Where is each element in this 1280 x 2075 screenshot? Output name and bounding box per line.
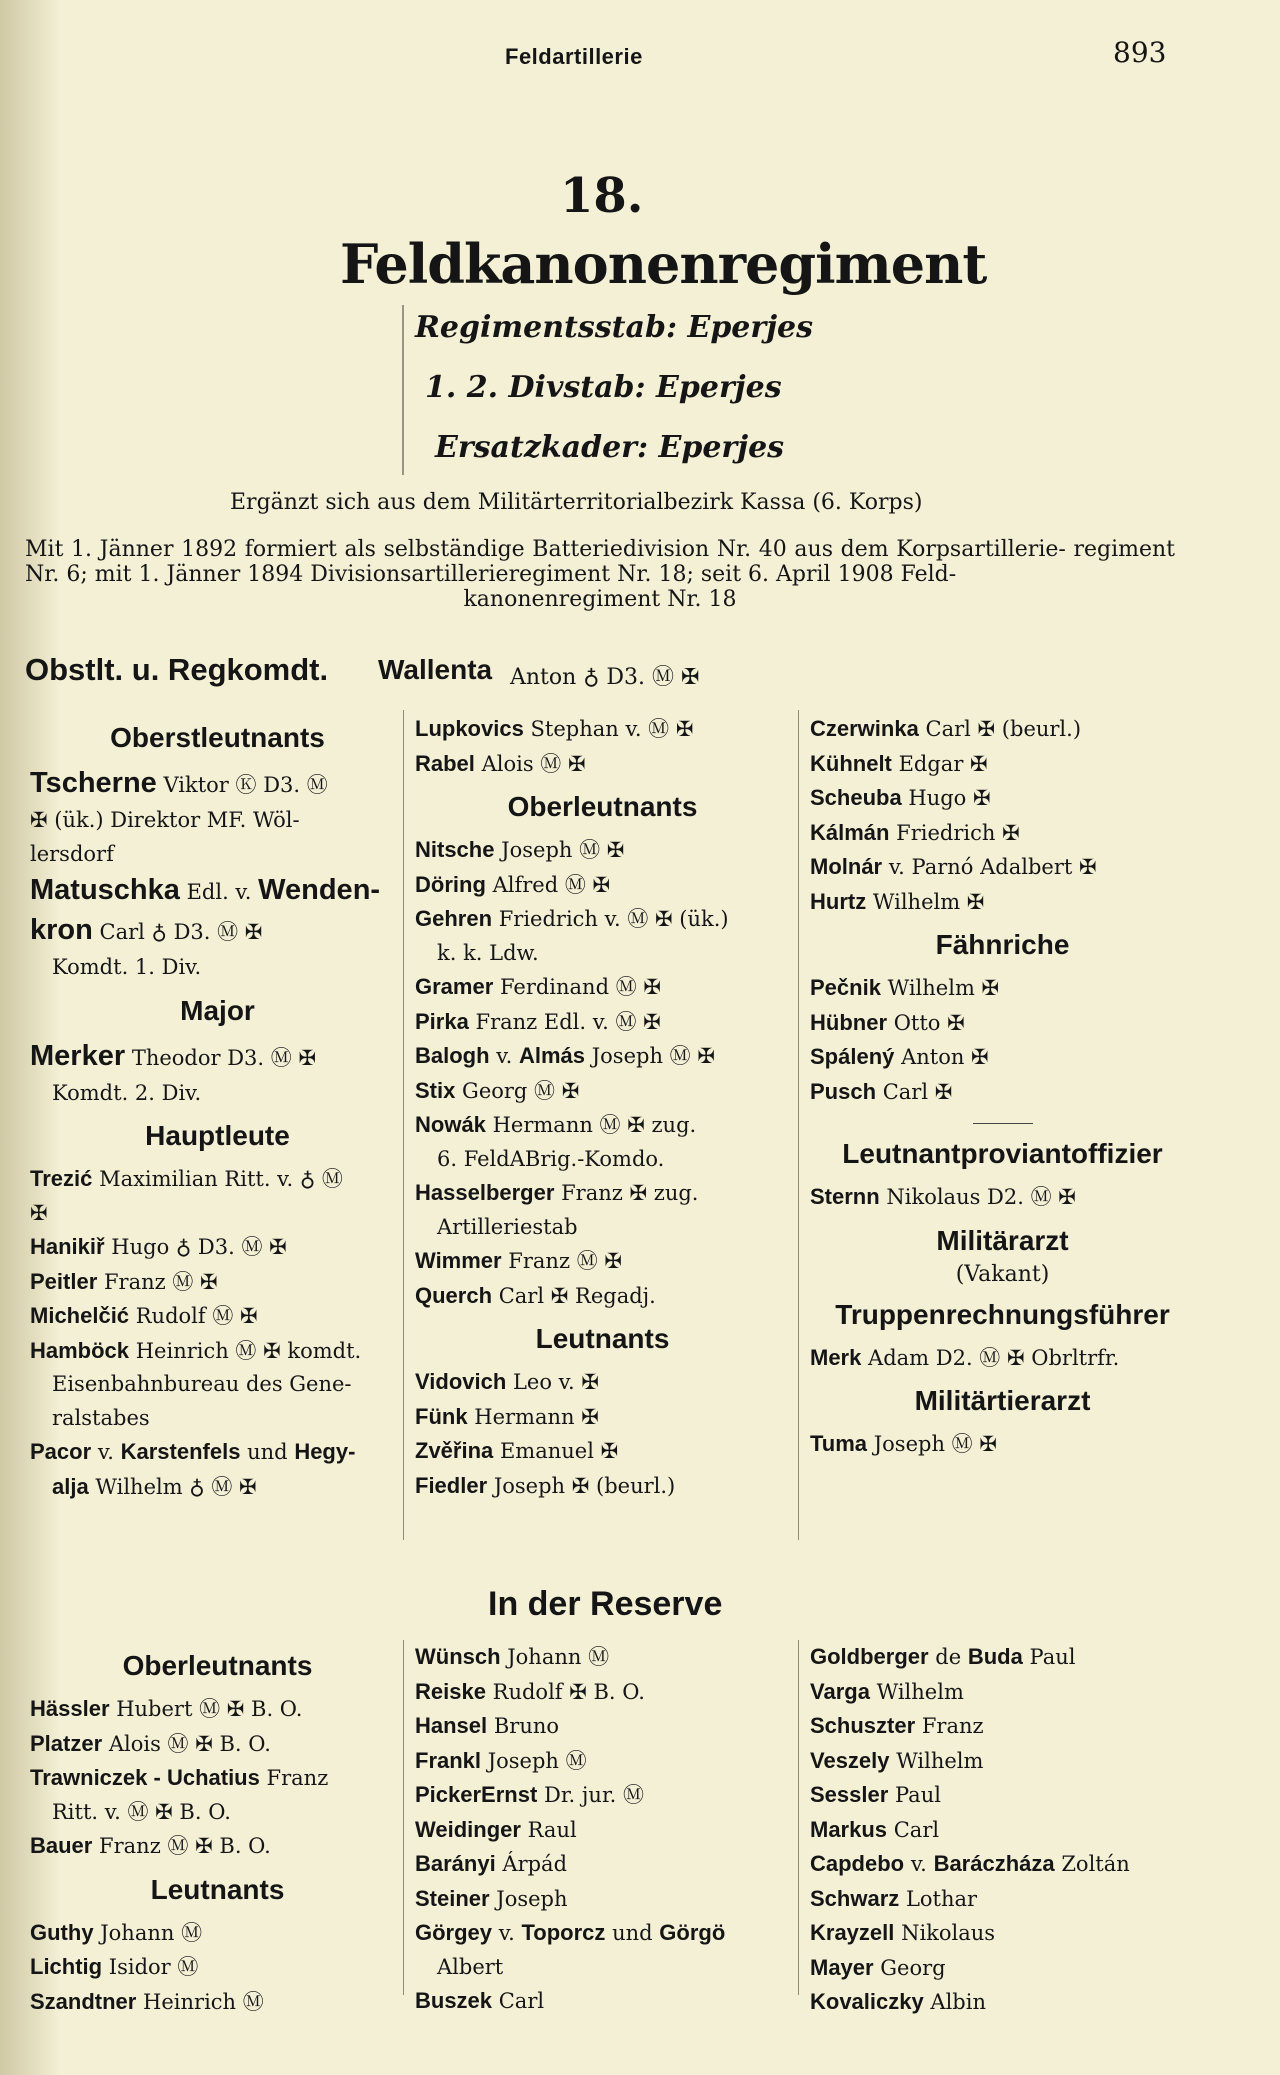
- entry-continuation: Ritt. v. Ⓜ ✠ B. O.: [52, 1799, 231, 1824]
- list-item: Nowák Hermann Ⓜ ✠ zug.: [415, 1112, 697, 1137]
- section-divider: [973, 1123, 1033, 1124]
- running-head: Feldartillerie: [505, 44, 643, 69]
- entry-continuation: Komdt. 2. Div.: [52, 1080, 202, 1105]
- list-item: Hanikiř Hugo ♁ D3. Ⓜ ✠: [30, 1234, 287, 1259]
- list-item: Scheuba Hugo ✠: [810, 785, 991, 810]
- list-item: Schwarz Lothar: [810, 1885, 978, 1911]
- list-item: Michelčić Rudolf Ⓜ ✠: [30, 1303, 258, 1328]
- stab-line: Regimentsstab: Eperjes: [415, 310, 814, 345]
- list-item: Hansel Bruno: [415, 1713, 560, 1738]
- section-heading: Oberleutnants: [122, 1650, 313, 1681]
- entry-continuation: Eisenbahnbureau des Gene-: [52, 1372, 352, 1396]
- list-item: Platzer Alois Ⓜ ✠ B. O.: [30, 1730, 271, 1756]
- list-item: Wünsch Johann Ⓜ: [415, 1644, 610, 1669]
- list-item: Bauer Franz Ⓜ ✠ B. O.: [30, 1833, 271, 1858]
- list-item: Steiner Joseph: [415, 1885, 568, 1911]
- list-item: Pirka Franz Edl. v. Ⓜ ✠: [415, 1008, 661, 1034]
- list-item: Zvěřina Emanuel ✠: [415, 1438, 619, 1463]
- list-item: Guthy Johann Ⓜ: [30, 1919, 203, 1945]
- history-line: regiment Nr. 6; mit 1. Jänner 1894 Divisionsartillerieregiment Nr. 18; seit 6. April 1908 Feld-: [25, 537, 1176, 587]
- reserve-column-1: [30, 1640, 405, 2019]
- section-heading: Oberstleutnants: [110, 722, 325, 753]
- list-item: Nitsche Joseph Ⓜ ✠: [415, 837, 625, 862]
- column-staff-officers: [30, 712, 405, 1504]
- list-item: Merker Theodor D3. Ⓜ ✠: [30, 1039, 317, 1072]
- regiment-history: [25, 537, 1175, 612]
- history-line: Mit 1. Jänner 1892 formiert als selbständige Batteriedivision Nr. 40 aus dem Korpsartillerie-: [25, 537, 1066, 562]
- list-item: Pacor v. Karstenfels und Hegy-: [30, 1439, 356, 1464]
- list-item: Gehren Friedrich v. Ⓜ ✠ (ük.): [415, 906, 729, 931]
- reserve-heading: In der Reserve: [488, 1585, 723, 1623]
- list-item: kron Carl ♁ D3. Ⓜ ✠: [30, 914, 263, 946]
- list-item: Reiske Rudolf ✠ B. O.: [415, 1678, 645, 1704]
- list-item: Görgey v. Toporcz und Görgö: [415, 1920, 726, 1945]
- list-item: Goldberger de Buda Paul: [810, 1644, 1076, 1669]
- entry-continuation: ✠: [30, 1200, 48, 1225]
- entry-continuation: Albert: [437, 1954, 504, 1979]
- column-officers: [415, 712, 790, 1503]
- regiment-title: Feldkanonenregiment: [340, 232, 987, 296]
- list-item: Molnár v. Parnó Adalbert ✠: [810, 854, 1097, 879]
- list-item: Querch Carl ✠ Regadj.: [415, 1282, 656, 1308]
- recruitment-note: Ergänzt sich aus dem Militärterritorialbezirk Kassa (6. Korps): [230, 490, 923, 515]
- list-item: Markus Carl: [810, 1816, 940, 1842]
- list-item: Fiedler Joseph ✠ (beurl.): [415, 1472, 676, 1498]
- list-item: Peitler Franz Ⓜ ✠: [30, 1268, 218, 1294]
- list-item: Barányi Árpád: [415, 1851, 568, 1876]
- list-item: Hurtz Wilhelm ✠: [810, 888, 985, 914]
- stab-bracket: [402, 305, 404, 475]
- list-item: Kálmán Friedrich ✠: [810, 819, 1020, 845]
- list-item: Trezić Maximilian Ritt. v. ♁ Ⓜ: [30, 1166, 343, 1191]
- list-item: Pečnik Wilhelm ✠: [810, 975, 1000, 1000]
- section-heading: Truppenrechnungsführer: [835, 1298, 1170, 1330]
- entry-continuation: Komdt. 1. Div.: [52, 955, 202, 979]
- commander-details: Anton ♁ D3. Ⓜ ✠: [510, 665, 700, 690]
- section-heading: Militärtierarzt: [914, 1385, 1091, 1416]
- list-item: Schuszter Franz: [810, 1713, 984, 1738]
- list-item: Döring Alfred Ⓜ ✠: [415, 871, 611, 897]
- list-item: Krayzell Nikolaus: [810, 1920, 996, 1945]
- entry-continuation: Artilleriestab: [437, 1214, 578, 1239]
- section-heading: Major: [180, 994, 255, 1026]
- page-number: 893: [1113, 36, 1167, 69]
- column-officers-and-staff: [810, 712, 1195, 1462]
- list-item: Wimmer Franz Ⓜ ✠: [415, 1248, 622, 1273]
- stab-line: Ersatzkader: Eperjes: [435, 430, 785, 465]
- section-heading: Militärarzt: [936, 1224, 1069, 1256]
- stab-line: 1. 2. Divstab: Eperjes: [425, 370, 782, 405]
- list-item: Merk Adam D2. Ⓜ ✠ Obrltrfr.: [810, 1344, 1120, 1370]
- section-heading: Leutnants: [150, 1873, 285, 1905]
- vacancy-note: (Vakant): [955, 1261, 1050, 1287]
- list-item: Weidinger Raul: [415, 1816, 577, 1842]
- section-heading: Oberleutnants: [507, 791, 698, 822]
- list-item: Kühnelt Edgar ✠: [810, 750, 988, 776]
- list-item: Czerwinka Carl ✠ (beurl.): [810, 716, 1082, 741]
- list-item: Sternn Nikolaus D2. Ⓜ ✠: [810, 1184, 1076, 1209]
- list-item: Sessler Paul: [810, 1782, 941, 1807]
- list-item: Buszek Carl: [415, 1988, 545, 2013]
- list-item: Rabel Alois Ⓜ ✠: [415, 750, 586, 776]
- entry-continuation: lersdorf: [30, 841, 114, 866]
- commander-rank: Obstlt. u. Regkomdt.: [25, 652, 329, 687]
- entry-continuation: ✠ (ük.) Direktor MF. Wöl-: [30, 808, 300, 832]
- list-item: Balogh v. Almás Joseph Ⓜ ✠: [415, 1043, 715, 1068]
- entry-continuation: k. k. Ldw.: [437, 940, 539, 965]
- column-divider: [798, 710, 799, 1540]
- list-item: Spálený Anton ✠: [810, 1044, 989, 1069]
- section-heading: Fähnriche: [935, 929, 1070, 960]
- list-item: Trawniczek - Uchatius Franz: [30, 1765, 329, 1790]
- reserve-column-2: [415, 1640, 790, 2019]
- list-item: Szandtner Heinrich Ⓜ: [30, 1988, 264, 2014]
- list-item: Varga Wilhelm: [810, 1678, 964, 1704]
- section-heading: Leutnantproviantoffizier: [842, 1138, 1163, 1169]
- list-item: Tscherne Viktor Ⓚ D3. Ⓜ: [30, 767, 328, 799]
- list-item: Stix Georg Ⓜ ✠: [415, 1077, 580, 1103]
- entry-continuation: ralstabes: [52, 1405, 150, 1430]
- list-item: Tuma Joseph Ⓜ ✠: [810, 1431, 997, 1456]
- entry-continuation: 6. FeldABrig.-Komdo.: [437, 1146, 665, 1171]
- list-item: Hässler Hubert Ⓜ ✠ B. O.: [30, 1696, 303, 1721]
- list-item: Veszely Wilhelm: [810, 1747, 984, 1773]
- list-item: Frankl Joseph Ⓜ: [415, 1747, 587, 1773]
- section-heading: Leutnants: [535, 1323, 670, 1354]
- list-item: Vidovich Leo v. ✠: [415, 1369, 599, 1394]
- reserve-column-3: [810, 1640, 1195, 2020]
- list-item: Hasselberger Franz ✠ zug.: [415, 1180, 699, 1205]
- history-line: kanonenregiment Nr. 18: [463, 587, 737, 612]
- list-item: Lichtig Isidor Ⓜ: [30, 1954, 199, 1979]
- regiment-number: 18.: [560, 168, 644, 224]
- list-item: Fünk Hermann ✠: [415, 1403, 599, 1429]
- list-item: Pusch Carl ✠: [810, 1078, 953, 1104]
- list-item: Capdebo v. Baráczháza Zoltán: [810, 1851, 1130, 1876]
- list-item: Hamböck Heinrich Ⓜ ✠ komdt.: [30, 1337, 362, 1363]
- list-item: Kovaliczky Albin: [810, 1989, 986, 2014]
- list-item: Matuschka Edl. v. Wenden-: [30, 874, 381, 906]
- list-item: Mayer Georg: [810, 1954, 946, 1980]
- list-item: Lupkovics Stephan v. Ⓜ ✠: [415, 716, 694, 741]
- list-item: Gramer Ferdinand Ⓜ ✠: [415, 974, 661, 999]
- list-item: Hübner Otto ✠: [810, 1009, 965, 1035]
- entry-continuation: alja Wilhelm ♁ Ⓜ ✠: [52, 1473, 257, 1499]
- commander-surname: Wallenta: [378, 654, 493, 685]
- column-divider: [798, 1640, 799, 1995]
- list-item: PickerErnst Dr. jur. Ⓜ: [415, 1782, 645, 1807]
- section-heading: Hauptleute: [145, 1120, 290, 1151]
